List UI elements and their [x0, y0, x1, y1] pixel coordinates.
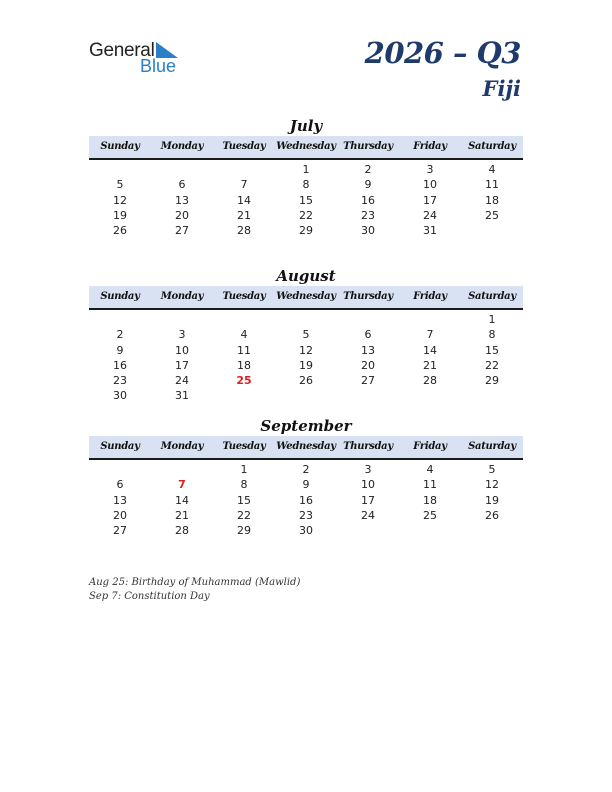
- day-cell: 13: [361, 343, 375, 357]
- country-name: Fiji: [482, 76, 521, 101]
- day-cell: [213, 312, 275, 327]
- weekday-label: Tuesday: [222, 441, 266, 452]
- day-cell: 23: [113, 374, 127, 388]
- holiday-note: Sep 7: Constitution Day: [89, 591, 210, 602]
- day-cell: [151, 312, 213, 327]
- weekday-label: Sunday: [100, 291, 140, 302]
- day-cell: [213, 388, 275, 403]
- day-cell: [399, 388, 461, 403]
- day-cell: 21: [423, 358, 437, 372]
- day-cell: 11: [485, 178, 499, 192]
- day-cell: 26: [113, 224, 127, 238]
- day-cell: 9: [116, 343, 124, 357]
- day-cell: 5: [302, 328, 310, 342]
- day-cell: 4: [240, 328, 248, 342]
- day-cell: 6: [116, 478, 124, 492]
- day-cell: [151, 462, 213, 477]
- day-cell: 29: [299, 224, 313, 238]
- weekday-header: [89, 286, 523, 310]
- day-cell: 7: [240, 178, 248, 192]
- weekday-label: Thursday: [343, 291, 393, 302]
- day-grid: [89, 462, 523, 538]
- day-cell: 1: [302, 163, 310, 176]
- day-cell: 5: [488, 463, 496, 476]
- day-cell: 12: [113, 193, 127, 207]
- day-cell: 24: [423, 208, 437, 222]
- day-cell: 27: [361, 374, 375, 388]
- day-cell: 19: [485, 493, 499, 507]
- day-cell: 23: [361, 208, 375, 222]
- month-block-august: [89, 266, 523, 404]
- weekday-header: [89, 436, 523, 460]
- day-cell: 2: [364, 163, 372, 176]
- weekday-label: Saturday: [468, 441, 516, 452]
- day-cell: 31: [423, 224, 437, 238]
- day-cell: 7: [426, 328, 434, 342]
- day-cell: [337, 523, 399, 538]
- weekday-label: Monday: [160, 141, 204, 152]
- day-cell: 19: [299, 358, 313, 372]
- day-cell: 23: [299, 508, 313, 522]
- day-cell: [275, 312, 337, 327]
- day-cell: 29: [237, 524, 251, 538]
- day-cell: 18: [237, 358, 251, 372]
- day-cell: 5: [116, 178, 124, 192]
- day-cell: 8: [240, 478, 248, 492]
- logo: [89, 40, 199, 80]
- weekday-label: Saturday: [468, 291, 516, 302]
- day-grid: [89, 312, 523, 404]
- holiday-notes: [89, 576, 300, 604]
- weekday-label: Monday: [160, 291, 204, 302]
- day-grid: [89, 162, 523, 238]
- day-cell: 15: [299, 193, 313, 207]
- day-cell: 24: [175, 374, 189, 388]
- weekday-label: Monday: [160, 441, 204, 452]
- day-cell: 16: [113, 358, 127, 372]
- day-cell: 10: [423, 178, 437, 192]
- day-cell: [213, 162, 275, 177]
- day-cell: 20: [175, 208, 189, 222]
- day-cell: 27: [113, 524, 127, 538]
- day-cell: 12: [299, 343, 313, 357]
- day-cell: 16: [299, 493, 313, 507]
- day-cell: 6: [364, 328, 372, 342]
- holiday-day-cell: 7: [178, 478, 186, 492]
- day-cell: 30: [361, 224, 375, 238]
- day-cell: 18: [485, 193, 499, 207]
- day-cell: [461, 223, 523, 238]
- day-cell: 14: [423, 343, 437, 357]
- weekday-label: Saturday: [468, 141, 516, 152]
- day-cell: 28: [423, 374, 437, 388]
- page-title: 2026 – Q3: [364, 36, 521, 70]
- day-cell: 1: [488, 313, 496, 326]
- month-name: August: [276, 267, 336, 285]
- day-cell: [337, 312, 399, 327]
- day-cell: [89, 162, 151, 177]
- day-cell: 3: [178, 328, 186, 342]
- weekday-header: [89, 136, 523, 160]
- day-cell: 29: [485, 374, 499, 388]
- day-cell: 1: [240, 463, 248, 476]
- month-block-september: [89, 416, 523, 538]
- day-cell: 26: [299, 374, 313, 388]
- day-cell: 15: [237, 493, 251, 507]
- day-cell: 30: [113, 389, 127, 403]
- day-cell: 20: [113, 508, 127, 522]
- day-cell: 28: [237, 224, 251, 238]
- day-cell: [275, 388, 337, 403]
- weekday-label: Tuesday: [222, 141, 266, 152]
- day-cell: 2: [302, 463, 310, 476]
- day-cell: [399, 312, 461, 327]
- logo-word-general: General: [89, 40, 155, 61]
- day-cell: 21: [175, 508, 189, 522]
- day-cell: 11: [423, 478, 437, 492]
- day-cell: 4: [426, 463, 434, 476]
- holiday-day-cell: 25: [236, 374, 252, 388]
- day-cell: 6: [178, 178, 186, 192]
- holiday-note: Aug 25: Birthday of Muhammad (Mawlid): [89, 577, 301, 588]
- day-cell: 20: [361, 358, 375, 372]
- day-cell: 18: [423, 493, 437, 507]
- day-cell: 22: [237, 508, 251, 522]
- day-cell: [151, 162, 213, 177]
- day-cell: [89, 312, 151, 327]
- weekday-label: Wednesday: [276, 141, 336, 152]
- day-cell: 14: [237, 193, 251, 207]
- weekday-label: Tuesday: [222, 291, 266, 302]
- day-cell: [89, 462, 151, 477]
- day-cell: [399, 523, 461, 538]
- day-cell: 3: [426, 163, 434, 176]
- day-cell: 8: [488, 328, 496, 342]
- day-cell: 11: [237, 343, 251, 357]
- day-cell: 9: [302, 478, 310, 492]
- day-cell: 31: [175, 389, 189, 403]
- day-cell: 17: [361, 493, 375, 507]
- month-block-july: [89, 116, 523, 238]
- weekday-label: Thursday: [343, 441, 393, 452]
- day-cell: 13: [175, 193, 189, 207]
- day-cell: 10: [175, 343, 189, 357]
- day-cell: 17: [423, 193, 437, 207]
- day-cell: 30: [299, 524, 313, 538]
- weekday-label: Friday: [413, 441, 447, 452]
- month-name: July: [289, 117, 323, 135]
- day-cell: 22: [299, 208, 313, 222]
- day-cell: 15: [485, 343, 499, 357]
- day-cell: 14: [175, 493, 189, 507]
- day-cell: [461, 523, 523, 538]
- day-cell: 25: [485, 208, 499, 222]
- day-cell: 21: [237, 208, 251, 222]
- weekday-label: Wednesday: [276, 291, 336, 302]
- day-cell: 16: [361, 193, 375, 207]
- day-cell: 8: [302, 178, 310, 192]
- day-cell: 17: [175, 358, 189, 372]
- weekday-label: Sunday: [100, 141, 140, 152]
- day-cell: 26: [485, 508, 499, 522]
- day-cell: 19: [113, 208, 127, 222]
- day-cell: 4: [488, 163, 496, 176]
- day-cell: 12: [485, 478, 499, 492]
- weekday-label: Wednesday: [276, 441, 336, 452]
- weekday-label: Friday: [413, 141, 447, 152]
- day-cell: 9: [364, 178, 372, 192]
- weekday-label: Friday: [413, 291, 447, 302]
- weekday-label: Sunday: [100, 441, 140, 452]
- day-cell: 3: [364, 463, 372, 476]
- day-cell: 22: [485, 358, 499, 372]
- weekday-label: Thursday: [343, 141, 393, 152]
- day-cell: 28: [175, 524, 189, 538]
- day-cell: [337, 388, 399, 403]
- day-cell: [461, 388, 523, 403]
- day-cell: 10: [361, 478, 375, 492]
- day-cell: 27: [175, 224, 189, 238]
- month-name: September: [260, 417, 352, 435]
- day-cell: 2: [116, 328, 124, 342]
- day-cell: 24: [361, 508, 375, 522]
- day-cell: 25: [423, 508, 437, 522]
- logo-word-blue: Blue: [140, 56, 177, 76]
- day-cell: 13: [113, 493, 127, 507]
